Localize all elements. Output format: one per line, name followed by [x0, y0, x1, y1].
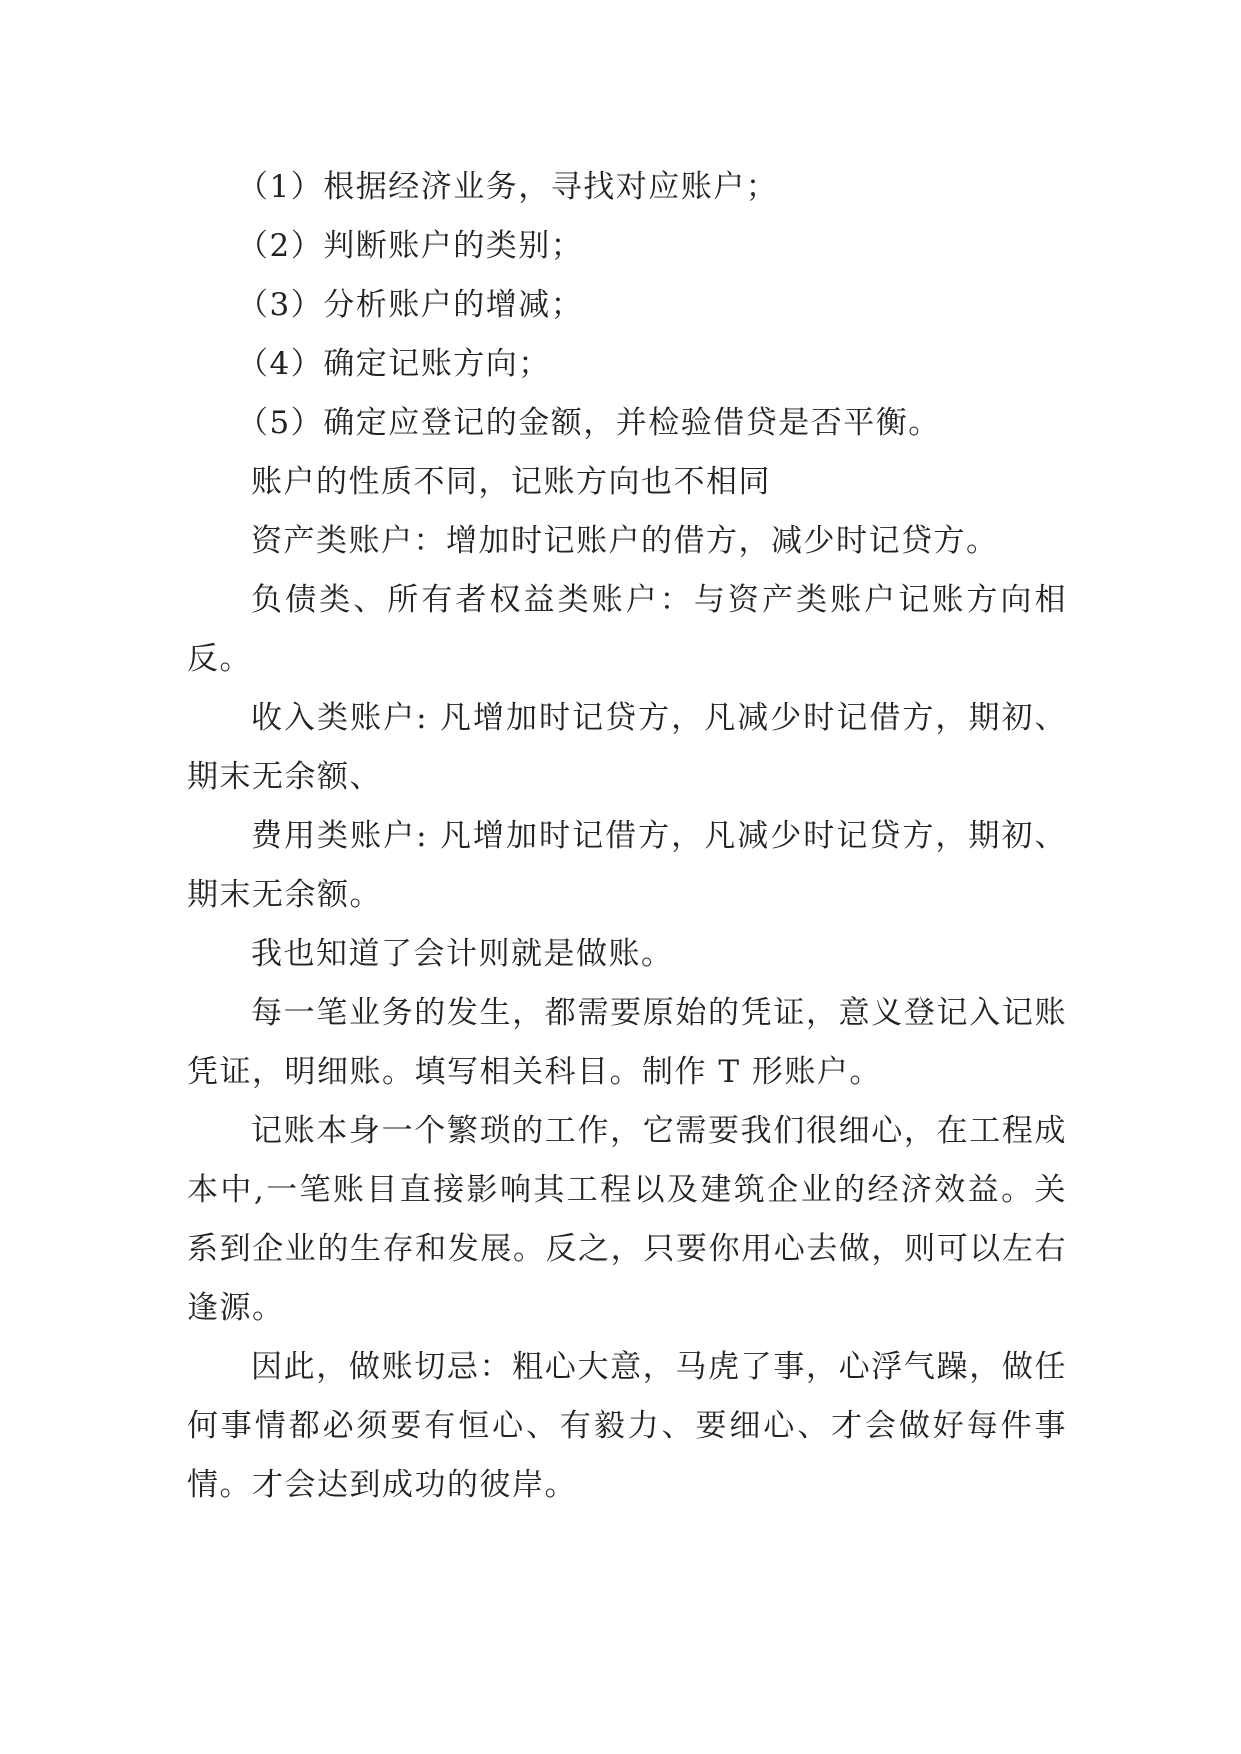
paragraph-conclusion: 因此，做账切忌：粗心大意，马虎了事，心浮气躁，做任何事情都必须要有恒心、有毅力、要细心、才会做好每件事情。才会达到成功的彼岸。 — [187, 1349, 1067, 1503]
step-item-4: （4）确定记账方向； — [237, 346, 551, 382]
paragraph-liability-equity-accounts: 负债类、所有者权益类账户：与资产类账户记账方向相反。 — [187, 582, 1067, 677]
step-item-5: （5）确定应登记的金额，并检验借贷是否平衡。 — [237, 405, 941, 441]
step-item-2: （2）判断账户的类别； — [237, 228, 584, 264]
document-body — [187, 158, 1067, 1515]
paragraph-expense-accounts: 费用类账户: 凡增加时记借方，凡减少时记贷方，期初、期末无余额。 — [187, 818, 1067, 913]
paragraph-accounting-is-bookkeeping: 我也知道了会计则就是做账。 — [251, 936, 674, 972]
paragraph-business-vouchers: 每一笔业务的发生，都需要原始的凭证，意义登记入记账凭证，明细账。填写相关科目。制作 T 形账户。 — [187, 995, 1067, 1090]
paragraph-bookkeeping-care: 记账本身一个繁琐的工作，它需要我们很细心，在工程成本中,一笔账目直接影响其工程以及建筑企业的经济效益。关系到企业的生存和发展。反之，只要你用心去做，则可以左右逢源。 — [187, 1113, 1067, 1326]
step-item-1: （1）根据经济业务，寻找对应账户； — [237, 169, 779, 205]
paragraph-account-nature: 账户的性质不同，记账方向也不相同 — [251, 464, 771, 500]
paragraph-asset-accounts: 资产类账户：增加时记账户的借方，减少时记贷方。 — [251, 523, 999, 559]
step-item-3: （3）分析账户的增减； — [237, 287, 584, 323]
paragraph-income-accounts: 收入类账户: 凡增加时记贷方，凡减少时记借方，期初、期末无余额、 — [187, 700, 1067, 795]
